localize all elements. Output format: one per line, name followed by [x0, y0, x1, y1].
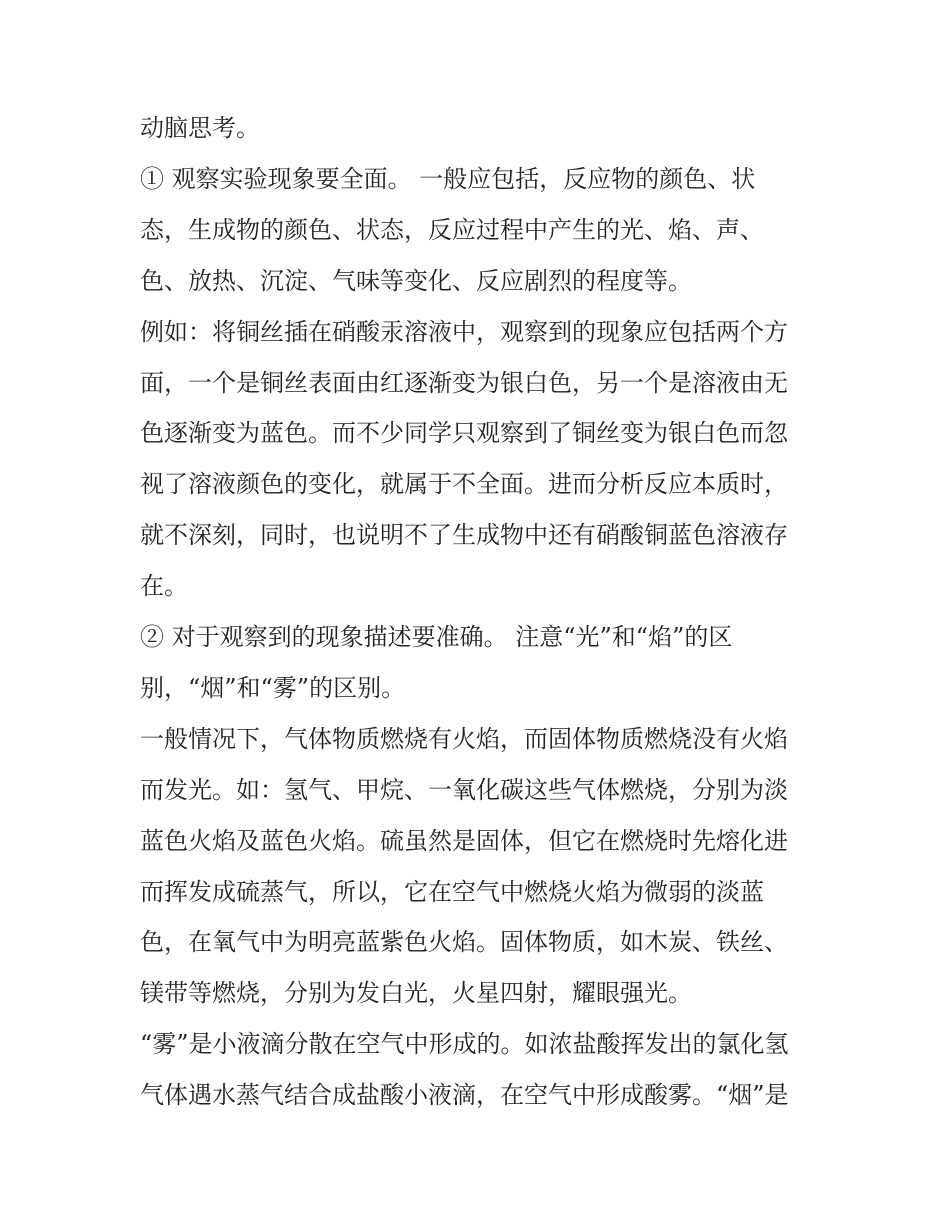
- text-line: 色、放热、沉淀、气味等变化、反应剧烈的程度等。: [140, 266, 692, 295]
- text-line: 色逐渐变为蓝色。而不少同学只观察到了铜丝变为银白色而忽: [140, 419, 788, 448]
- text-line: 态，生成物的颜色、状态，反应过程中产生的光、焰、声、: [140, 215, 764, 244]
- text-line: ① 观察实验现象要全面。 一般应包括，反应物的颜色、状: [140, 164, 756, 193]
- text-line: 在。: [140, 572, 188, 601]
- text-line: 视了溶液颜色的变化，就属于不全面。进而分析反应本质时，: [140, 470, 788, 499]
- text-line: 面，一个是铜丝表面由红逐渐变为银白色，另一个是溶液由无: [140, 368, 788, 397]
- text-line: 蓝色火焰及蓝色火焰。硫虽然是固体，但它在燃烧时先熔化进: [140, 826, 788, 855]
- text-line: ② 对于观察到的现象描述要准确。 注意“光”和“焰”的区: [140, 623, 733, 651]
- text-line: 就不深刻，同时，也说明不了生成物中还有硝酸铜蓝色溶液存: [140, 521, 788, 550]
- text-line: 色，在氧气中为明亮蓝紫色火焰。固体物质，如木炭、铁丝、: [140, 928, 788, 957]
- text-line: “雾”是小液滴分散在空气中形成的。如浓盐酸挥发出的氯化氢: [140, 1030, 789, 1059]
- text-line: 别，“烟”和“雾”的区别。: [140, 673, 406, 702]
- text-line: 而挥发成硫蒸气，所以，它在空气中燃烧火焰为微弱的淡蓝: [140, 877, 764, 906]
- text-line: 例如：将铜丝插在硝酸汞溶液中，观察到的现象应包括两个方: [140, 317, 788, 346]
- text-line: 动脑思考。: [140, 114, 260, 142]
- text-line: 而发光。如：氢气、甲烷、一氧化碳这些气体燃烧，分别为淡: [140, 775, 788, 804]
- text-line: 镁带等燃烧，分别为发白光，火星四射，耀眼强光。: [140, 979, 692, 1008]
- text-line: 气体遇水蒸气结合成盐酸小液滴，在空气中形成酸雾。“烟”是: [140, 1081, 789, 1110]
- text-line: 一般情况下，气体物质燃烧有火焰，而固体物质燃烧没有火焰: [140, 724, 788, 753]
